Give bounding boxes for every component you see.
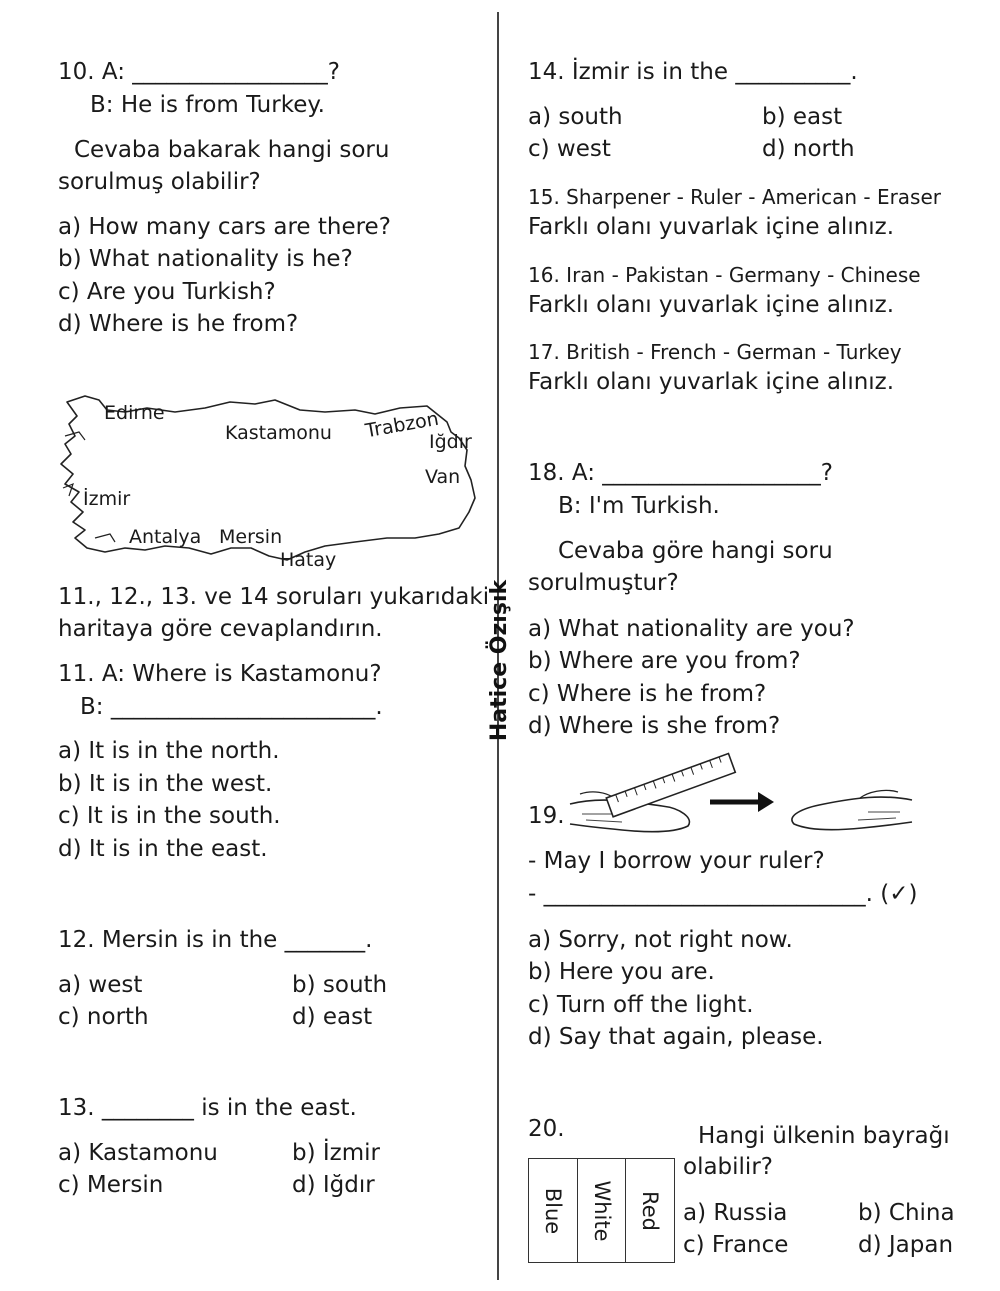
flag-stripe-1	[529, 1159, 578, 1262]
q14-option-c[interactable]: c) west	[528, 136, 611, 162]
q14-stem: 14. İzmir is in the __________.	[528, 59, 858, 85]
q20-option-a[interactable]: a) Russia	[683, 1200, 788, 1226]
map-instruction-1: 11., 12., 13. ve 14 soruları yukarıdaki	[58, 584, 490, 610]
map-instruction-2: haritaya göre cevaplandırın.	[58, 616, 383, 642]
q12-option-b[interactable]: b) south	[292, 972, 388, 998]
flag-stripe-3-label: Red	[638, 1190, 663, 1231]
q12-option-a[interactable]: a) west	[58, 972, 143, 998]
q11-option-d[interactable]: d) It is in the east.	[58, 836, 268, 862]
map-label-mersin: Mersin	[219, 526, 283, 548]
map-label-van: Van	[425, 466, 461, 488]
q12-stem: 12. Mersin is in the _______.	[58, 927, 373, 953]
q20-option-d[interactable]: d) Japan	[858, 1232, 954, 1258]
q13-option-b[interactable]: b) İzmir	[292, 1140, 380, 1166]
ruler-handover-illustration	[562, 752, 917, 842]
q11-option-a[interactable]: a) It is in the north.	[58, 738, 280, 764]
q15-words: 15. Sharpener - Ruler - American - Eraser	[528, 185, 942, 209]
q20-prompt-1: Hangi ülkenin bayrağı	[698, 1123, 950, 1149]
q16-words: 16. Iran - Pakistan - Germany - Chinese	[528, 263, 921, 287]
author-name: Hatice Özışık	[487, 579, 513, 741]
q13-stem: 13. ________ is in the east.	[58, 1095, 357, 1121]
q18-b-line: B: I'm Turkish.	[558, 493, 720, 519]
q12-option-c[interactable]: c) north	[58, 1004, 149, 1030]
q19-line-1: - May I borrow your ruler?	[528, 848, 825, 874]
q18-a-line: 18. A: ___________________?	[528, 460, 833, 486]
map-label-trabzon: Trabzon	[363, 407, 441, 443]
q11-b-line: B: _______________________.	[80, 694, 383, 720]
q18-option-c[interactable]: c) Where is he from?	[528, 681, 767, 707]
author-credit	[470, 579, 530, 741]
q11-a-line: 11. A: Where is Kastamonu?	[58, 661, 382, 687]
q14-option-a[interactable]: a) south	[528, 104, 623, 130]
q10-a-line: 10. A: _________________?	[58, 59, 340, 85]
map-label-igdir: Iğdır	[429, 431, 472, 453]
q19-line-2: - ____________________________. (✓)	[528, 881, 918, 907]
flag-stripe-2	[578, 1159, 627, 1262]
q10-option-b[interactable]: b) What nationality is he?	[58, 246, 353, 272]
q20-option-b[interactable]: b) China	[858, 1200, 955, 1226]
q13-option-d[interactable]: d) Iğdır	[292, 1172, 375, 1198]
q13-option-a[interactable]: a) Kastamonu	[58, 1140, 218, 1166]
q18-prompt-1: Cevaba göre hangi soru	[558, 538, 833, 564]
q10-prompt-2: sorulmuş olabilir?	[58, 169, 261, 195]
q19-option-d[interactable]: d) Say that again, please.	[528, 1024, 824, 1050]
q19-option-b[interactable]: b) Here you are.	[528, 959, 715, 985]
map-label-edirne: Edirne	[104, 402, 165, 424]
q10-option-c[interactable]: c) Are you Turkish?	[58, 279, 276, 305]
q10-b-line: B: He is from Turkey.	[90, 92, 325, 118]
q18-prompt-2: sorulmuştur?	[528, 570, 679, 596]
map-label-izmir: İzmir	[83, 488, 131, 510]
q16-instruction: Farklı olanı yuvarlak içine alınız.	[528, 292, 895, 318]
q10-option-d[interactable]: d) Where is he from?	[58, 311, 299, 337]
turkey-map	[55, 388, 480, 578]
q12-option-d[interactable]: d) east	[292, 1004, 373, 1030]
q18-option-d[interactable]: d) Where is she from?	[528, 713, 781, 739]
map-label-antalya: Antalya	[129, 526, 202, 548]
q17-instruction: Farklı olanı yuvarlak içine alınız.	[528, 369, 895, 395]
q20-option-c[interactable]: c) France	[683, 1232, 789, 1258]
q19-option-c[interactable]: c) Turn off the light.	[528, 992, 754, 1018]
map-label-hatay: Hatay	[280, 549, 337, 571]
q18-option-b[interactable]: b) Where are you from?	[528, 648, 801, 674]
q20-prompt-2: olabilir?	[683, 1154, 773, 1180]
q13-option-c[interactable]: c) Mersin	[58, 1172, 164, 1198]
q19-option-a[interactable]: a) Sorry, not right now.	[528, 927, 793, 953]
flag-diagram	[528, 1158, 675, 1263]
q15-instruction: Farklı olanı yuvarlak içine alınız.	[528, 214, 895, 240]
q18-option-a[interactable]: a) What nationality are you?	[528, 616, 855, 642]
q14-option-b[interactable]: b) east	[762, 104, 843, 130]
hands-ruler-icon	[562, 752, 917, 842]
q19-number: 19.	[528, 803, 565, 829]
q20-number: 20.	[528, 1116, 565, 1142]
q14-option-d[interactable]: d) north	[762, 136, 855, 162]
flag-stripe-1-label: Blue	[540, 1187, 565, 1234]
flag-stripe-3	[626, 1159, 674, 1262]
q10-option-a[interactable]: a) How many cars are there?	[58, 214, 391, 240]
q11-option-c[interactable]: c) It is in the south.	[58, 803, 281, 829]
q11-option-b[interactable]: b) It is in the west.	[58, 771, 273, 797]
flag-stripe-2-label: White	[589, 1179, 614, 1242]
q17-words: 17. British - French - German - Turkey	[528, 340, 902, 364]
q10-prompt-1: Cevaba bakarak hangi soru	[74, 137, 390, 163]
map-label-kastamonu: Kastamonu	[225, 422, 332, 444]
